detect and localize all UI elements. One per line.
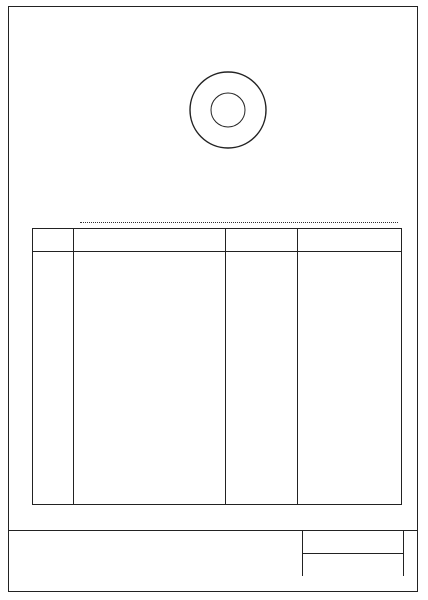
ministry-seal-icon [188, 70, 268, 150]
table-header [33, 229, 401, 252]
customer-field[interactable] [80, 222, 398, 223]
items-table [32, 228, 402, 505]
totals-divider [302, 553, 404, 554]
column-divider [225, 229, 226, 504]
column-divider [297, 229, 298, 504]
column-divider [73, 229, 74, 504]
